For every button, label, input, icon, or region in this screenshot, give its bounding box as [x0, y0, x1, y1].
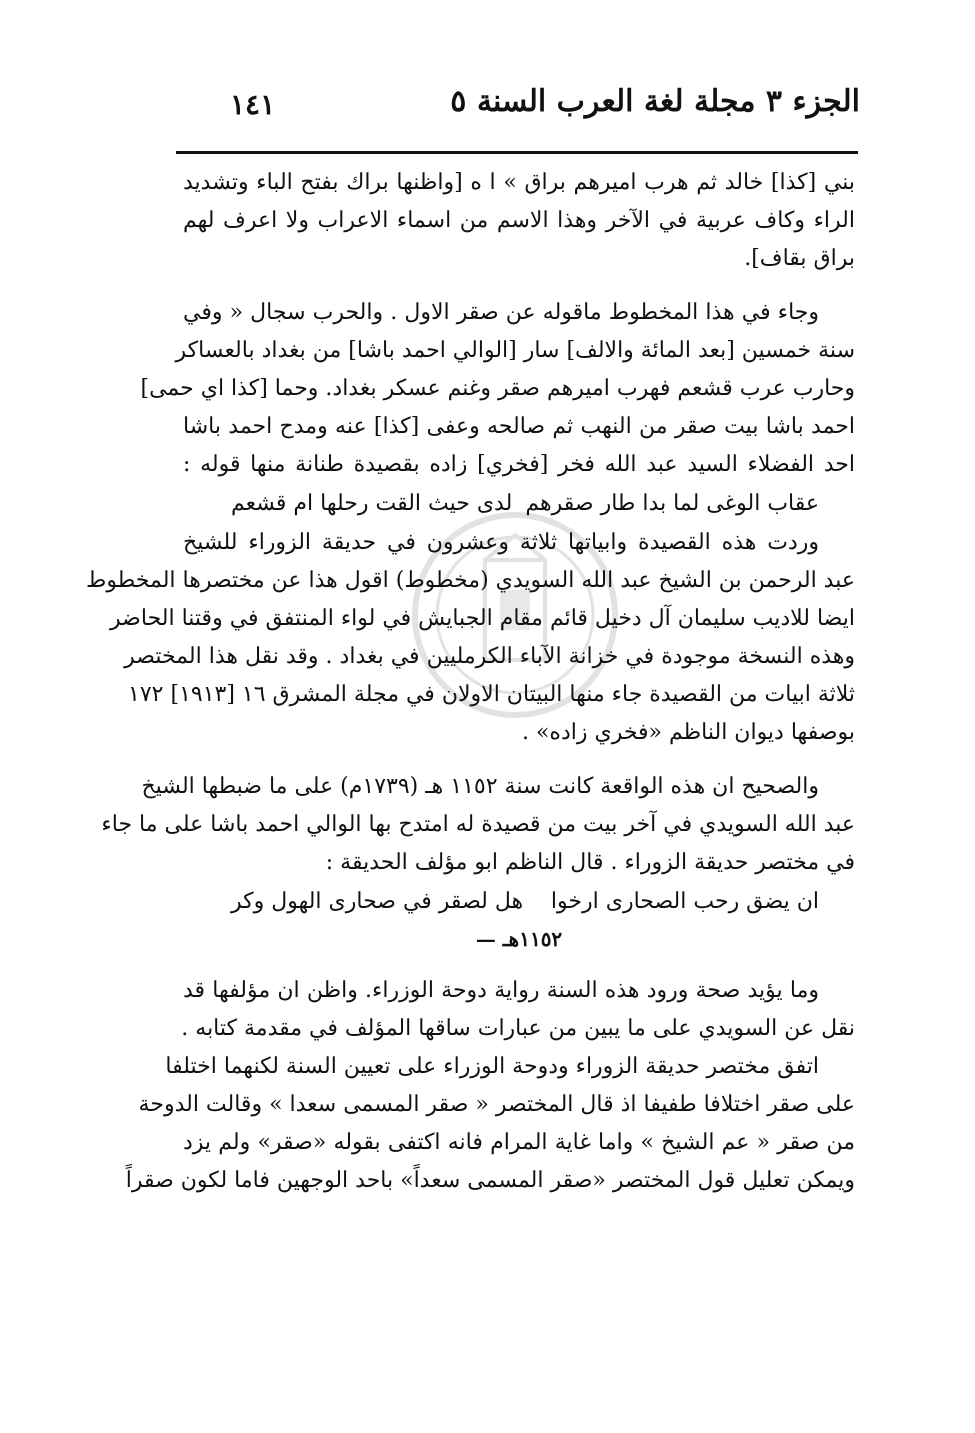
verse-hemistich-first: عقاب الوغى لما بدا طار صقرهم	[525, 491, 819, 516]
text-line: نقل عن السويدي على ما يبين من عبارات ساقها المؤلف في مقدمة كتابه .	[181, 1016, 855, 1041]
header-rule	[176, 151, 858, 154]
page-number: ١٤١	[230, 88, 276, 121]
text-line: احمد باشا بيت صقر من النهب ثم صالحه وعفى [كذا] عنه ومدح احمد باشا	[183, 414, 855, 439]
text-line: ثلاثة ابيات من القصيدة جاء منها البيتان الاولان في مجلة المشرق ١٦ [١٩١٣] ١٧٢	[128, 682, 855, 707]
text-line: من صقر « عم الشيخ » واما غاية المرام فانه اكتفى بقوله «صقر» ولم يزد	[183, 1130, 855, 1155]
text-line: الراء وكاف عربية في الآخر وهذا الاسم من اسماء الاعراب ولا اعرف لهم	[183, 208, 855, 233]
text-line: ايضا للاديب سليمان آل دخيل قائم مقام الجبايش في لواء المنتفق في وقتنا الحاضر	[110, 606, 855, 631]
running-title: الجزء ٣ مجلة لغة العرب السنة ٥	[450, 84, 860, 119]
text-line: على صقر اختلافا طفيفا اذ قال المختصر « صقر المسمى سعدا » وقالت الدوحة	[138, 1092, 855, 1117]
text-line: ويمكن تعليل قول المختصر «صقر المسمى سعداً» باحد الوجهين فاما لكون صقراً	[125, 1168, 855, 1193]
paragraph-1	[183, 164, 855, 278]
text-line: احد الفضلاء السيد عبد الله فخر [فخري] زاده بقصيدة طنانة منها قوله :	[183, 452, 855, 477]
text-line: وما يؤيد صحة ورود هذه السنة رواية دوحة الوزراء. واظن ان مؤلفها قد	[183, 978, 819, 1003]
body-text	[86, 164, 855, 1200]
text-line: وردت هذه القصيدة وابياتها ثلاثة وعشرون في حديقة الزوراء للشيخ	[183, 530, 819, 555]
text-line: عبد الله السويدي في آخر بيت من قصيدة له امتدح بها الوالي احمد باشا على ما جاء	[101, 812, 855, 837]
verse-line-2	[183, 882, 855, 922]
page-header	[170, 80, 860, 130]
verse-hemistich-first: ان يضق رحب الصحارى ارخوا	[550, 889, 819, 914]
verse-hemistich-second: لدى حيث القت رحلها ام قشعم	[231, 491, 513, 516]
paragraph-gap	[183, 956, 855, 972]
text-line: وهذه النسخة موجودة في خزانة الآباء الكرمليين في بغداد . وقد نقل هذا المختصر	[124, 644, 855, 669]
text-line: والصحيح ان هذه الواقعة كانت سنة ١١٥٢ هـ (١٧٣٩م) على ما ضبطها الشيخ	[141, 774, 819, 799]
paragraph-4	[101, 768, 855, 882]
paragraph-2	[140, 294, 855, 484]
verse-hemistich-second: هل لصقر في صحارى الهول وكر	[231, 889, 524, 914]
text-line: في مختصر حديقة الزوراء . قال الناظم ابو مؤلف الحديقة :	[325, 850, 855, 875]
paragraph-gap	[183, 752, 855, 768]
text-line: عبد الرحمن بن الشيخ عبد الله السويدي (مخطوط) اقول هذا عن مختصرها المخطوط	[86, 568, 855, 593]
paragraph-gap	[183, 278, 855, 294]
paragraph-6	[125, 1048, 855, 1200]
verse-date: ١١٥٢هـ —	[475, 927, 563, 951]
text-line: براق بقاف].	[744, 246, 855, 271]
text-line: سنة خمسين [بعد المائة والالف] سار [الوالي احمد باشا] من بغداد بالعساكر	[175, 338, 855, 363]
text-line: بني [كذا] خالد ثم هرب اميرهم براق » ا ه [واظنها براك بفتح الباء وتشديد	[183, 170, 855, 195]
paragraph-5	[183, 972, 855, 1048]
verse-line-1	[183, 484, 855, 524]
paragraph-3	[86, 524, 855, 752]
text-line: وحارب عرب قشعم فهرب اميرهم صقر وغنم عسكر بغداد. وحما [كذا اي حمى]	[140, 376, 855, 401]
text-line: بوصفها ديوان الناظم «فخري زاده» .	[521, 720, 855, 745]
text-line: وجاء في هذا المخطوط ماقوله عن صقر الاول . والحرب سجال « وفي	[183, 300, 819, 325]
text-line: اتفق مختصر حديقة الزوراء ودوحة الوزراء على تعيين السنة لكنهما اختلفا	[165, 1054, 819, 1079]
